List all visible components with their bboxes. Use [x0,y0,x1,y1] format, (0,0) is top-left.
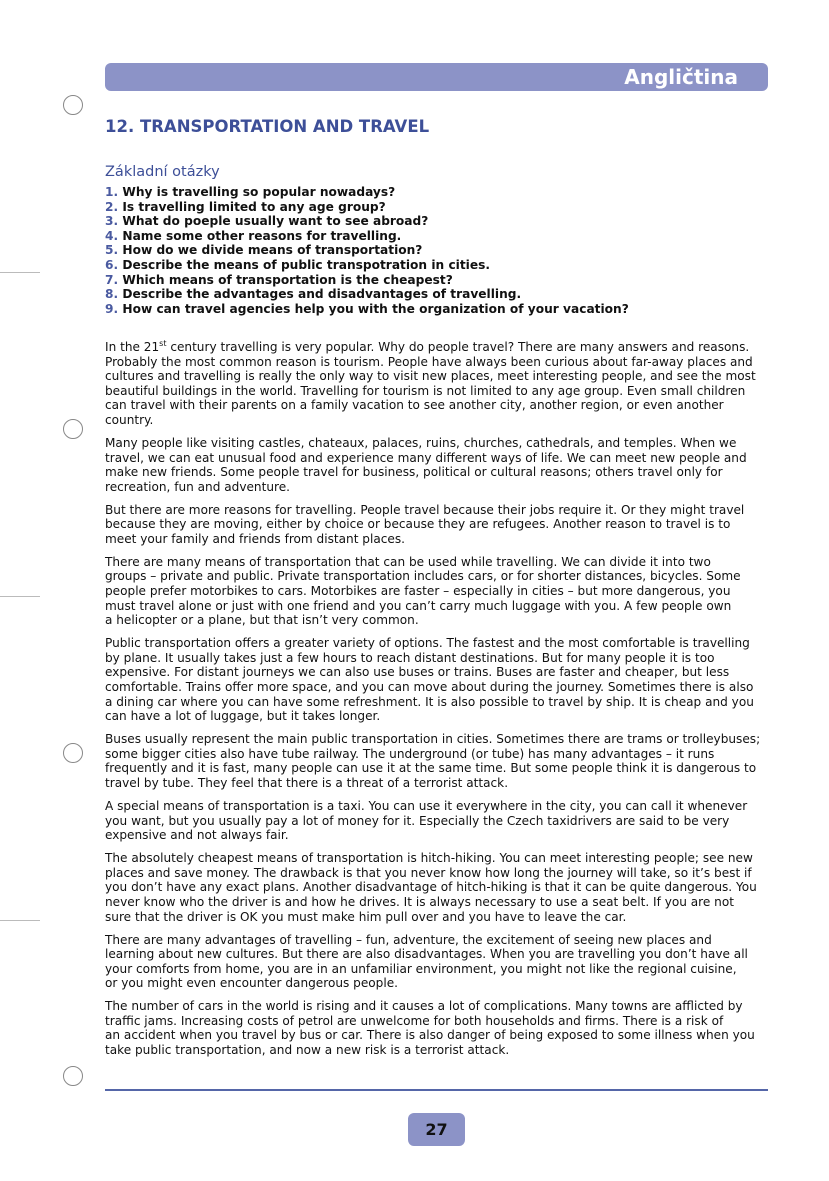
text-line: Probably the most common reason is tourism. People have always been curious about far-away places and [105,354,753,369]
text-line: travel, we can eat unusual food and experience many different ways of life. We can meet new people and [105,450,747,465]
text-line: A special means of transportation is a taxi. You can use it everywhere in the city, you can call it whenever [105,798,748,813]
text-line: Many people like visiting castles, chateaux, palaces, ruins, churches, cathedrals, and temples. When we [105,435,737,450]
question-item [105,200,629,215]
question-item [105,258,629,273]
text-line: can have a lot of luggage, but it takes longer. [105,709,381,724]
paragraph [105,999,775,1057]
page-number: 27 [408,1113,465,1146]
text-line: There are many advantages of travelling – fun, adventure, the excitement of seeing new places and [105,932,712,947]
text-line: sure that the driver is OK you must make him pull over and you have to leave the car. [105,909,627,924]
question-number: 2. [105,199,119,214]
question-text: Describe the advantages and disadvantages of travelling. [122,287,522,302]
header-bar [105,63,768,91]
punch-hole [63,743,83,763]
text-line: The absolutely cheapest means of transportation is hitch-hiking. You can meet interesting people; see new [105,851,753,866]
question-number: 7. [105,272,119,287]
subject-label: Angličtina [624,65,738,89]
text-line: can travel with their parents on a family vacation to see another city, another region, or even another [105,398,724,413]
paragraph [105,732,775,790]
question-text: Why is travelling so popular nowadays? [122,185,396,199]
text-line: make new friends. Some people travel for business, political or cultural reasons; others travel only for [105,465,723,480]
question-item [105,229,629,244]
paragraph [105,851,775,924]
text-line: a helicopter or a plane, but that isn’t very common. [105,613,419,628]
text-line: must travel alone or just with one friend and you can’t carry much luggage with you. A few people own [105,598,732,613]
text-line: country. [105,412,154,427]
text-line: beautiful buildings in the world. Travelling for tourism is not limited to any age group. Even small children [105,383,746,398]
text-line: by plane. It usually takes just a few hours to reach distant destinations. But for many people it is too [105,650,715,665]
question-number: 5. [105,243,119,258]
text-line: some bigger cities also have tube railway. The underground (or tube) has many advantages – it runs [105,746,715,761]
text-line: never know who the driver is and how he drives. It is always necessary to use a seat belt. If you are not [105,894,734,909]
text-line: cultures and travelling is really the only way to visit new places, meet interesting people, and see the most [105,369,756,384]
ordinal-suffix: st [159,338,167,348]
text-line: expensive. For distant journeys we can also use buses or trains. Buses are faster and cheaper, but less [105,665,730,680]
text-line: your comforts from home, you are in an unfamiliar environment, you might not like the regional cuisine, [105,961,737,976]
text-line [105,340,775,355]
question-text: Which means of transportation is the cheapest? [122,272,453,287]
question-item [105,273,629,288]
question-number: 6. [105,257,119,272]
text-line: meet your family and friends from distant places. [105,531,405,546]
text-line: Public transportation offers a greater variety of options. The fastest and the most comfortable is travelling [105,636,750,651]
text-line: expensive and not always fair. [105,828,289,843]
text-line: take public transportation, and now a new risk is a terrorist attack. [105,1043,510,1058]
text-line: recreation, fun and adventure. [105,479,290,494]
paragraph [105,799,775,843]
text-line: a dining car where you can have some refreshment. It is also possible to travel by ship. It is cheap and you [105,694,754,709]
question-item [105,243,629,258]
question-item [105,214,629,229]
text-line: But there are more reasons for travelling. People travel because their jobs require it. Or they might travel [105,502,745,517]
question-text: Describe the means of public transpotration in cities. [122,257,490,272]
punch-hole [63,419,83,439]
paragraph [105,555,775,628]
question-number: 9. [105,301,119,316]
question-text: Name some other reasons for travelling. [122,228,402,243]
text-line: Buses usually represent the main public transportation in cities. Sometimes there are trams or trolleybuses; [105,732,761,747]
question-text: Is travelling limited to any age group? [122,199,386,214]
text-line: you want, but you usually pay a lot of money for it. Especially the Czech taxidrivers are said to be very [105,813,730,828]
text-line: an accident when you travel by bus or car. There is also danger of being exposed to some illness when you [105,1028,755,1043]
paragraph [105,436,775,494]
text-line: places and save money. The drawback is that you never know how long the journey will take, so it’s best if [105,865,752,880]
text-line: There are many means of transportation that can be used while travelling. We can divide it into two [105,554,711,569]
paragraph [105,933,775,991]
question-item [105,185,629,200]
fold-mark [0,272,40,273]
text-line: because they are moving, either by choice or because they are refugees. Another reason to travel is to [105,517,731,532]
footer-divider [105,1089,768,1091]
text-line: learning about new cultures. But there are also disadvantages. When you are travelling you don’t have all [105,947,748,962]
question-list [105,185,629,316]
paragraph [105,503,775,547]
text-line: you don’t have any exact plans. Another disadvantage of hitch-hiking is that it can be quite dangerous. You [105,880,757,895]
section-subtitle: Základní otázky [105,164,220,180]
text-line: or you might even encounter dangerous people. [105,976,399,991]
punch-hole [63,95,83,115]
question-text: How do we divide means of transportation? [122,243,423,258]
question-number: 3. [105,214,119,229]
fold-mark [0,920,40,921]
question-item [105,287,629,302]
question-number: 8. [105,287,119,302]
text-segment: century travelling is very popular. Why do people travel? There are many answers and reasons. [166,340,750,354]
text-line: people prefer motorbikes to cars. Motorbikes are faster – especially in cities – but more dangerous, you [105,584,731,599]
page-title: 12. TRANSPORTATION AND TRAVEL [105,117,430,136]
text-line: frequently and it is fast, many people can use it at the same time. But some people think it is dangerous to [105,761,757,776]
text-line: The number of cars in the world is rising and it causes a lot of complications. Many towns are afflicted by [105,999,743,1014]
paragraph [105,340,775,428]
body-text [105,340,775,1066]
question-item [105,302,629,317]
text-line: travel by tube. They feel that there is a threat of a terrorist attack. [105,775,509,790]
text-line: groups – private and public. Private transportation includes cars, or for shorter distances, bicycles. Some [105,569,741,584]
question-text: What do poeple usually want to see abroad? [122,214,429,229]
paragraph [105,636,775,724]
question-number: 4. [105,228,119,243]
text-line: traffic jams. Increasing costs of petrol are unwelcome for both households and firms. There is a risk of [105,1013,724,1028]
question-text: How can travel agencies help you with the organization of your vacation? [122,301,629,316]
text-segment: In the 21 [105,340,160,354]
punch-hole [63,1066,83,1086]
text-line: comfortable. Trains offer more space, and you can move about during the journey. Sometimes there is also [105,680,754,695]
question-number: 1. [105,185,119,199]
fold-mark [0,596,40,597]
